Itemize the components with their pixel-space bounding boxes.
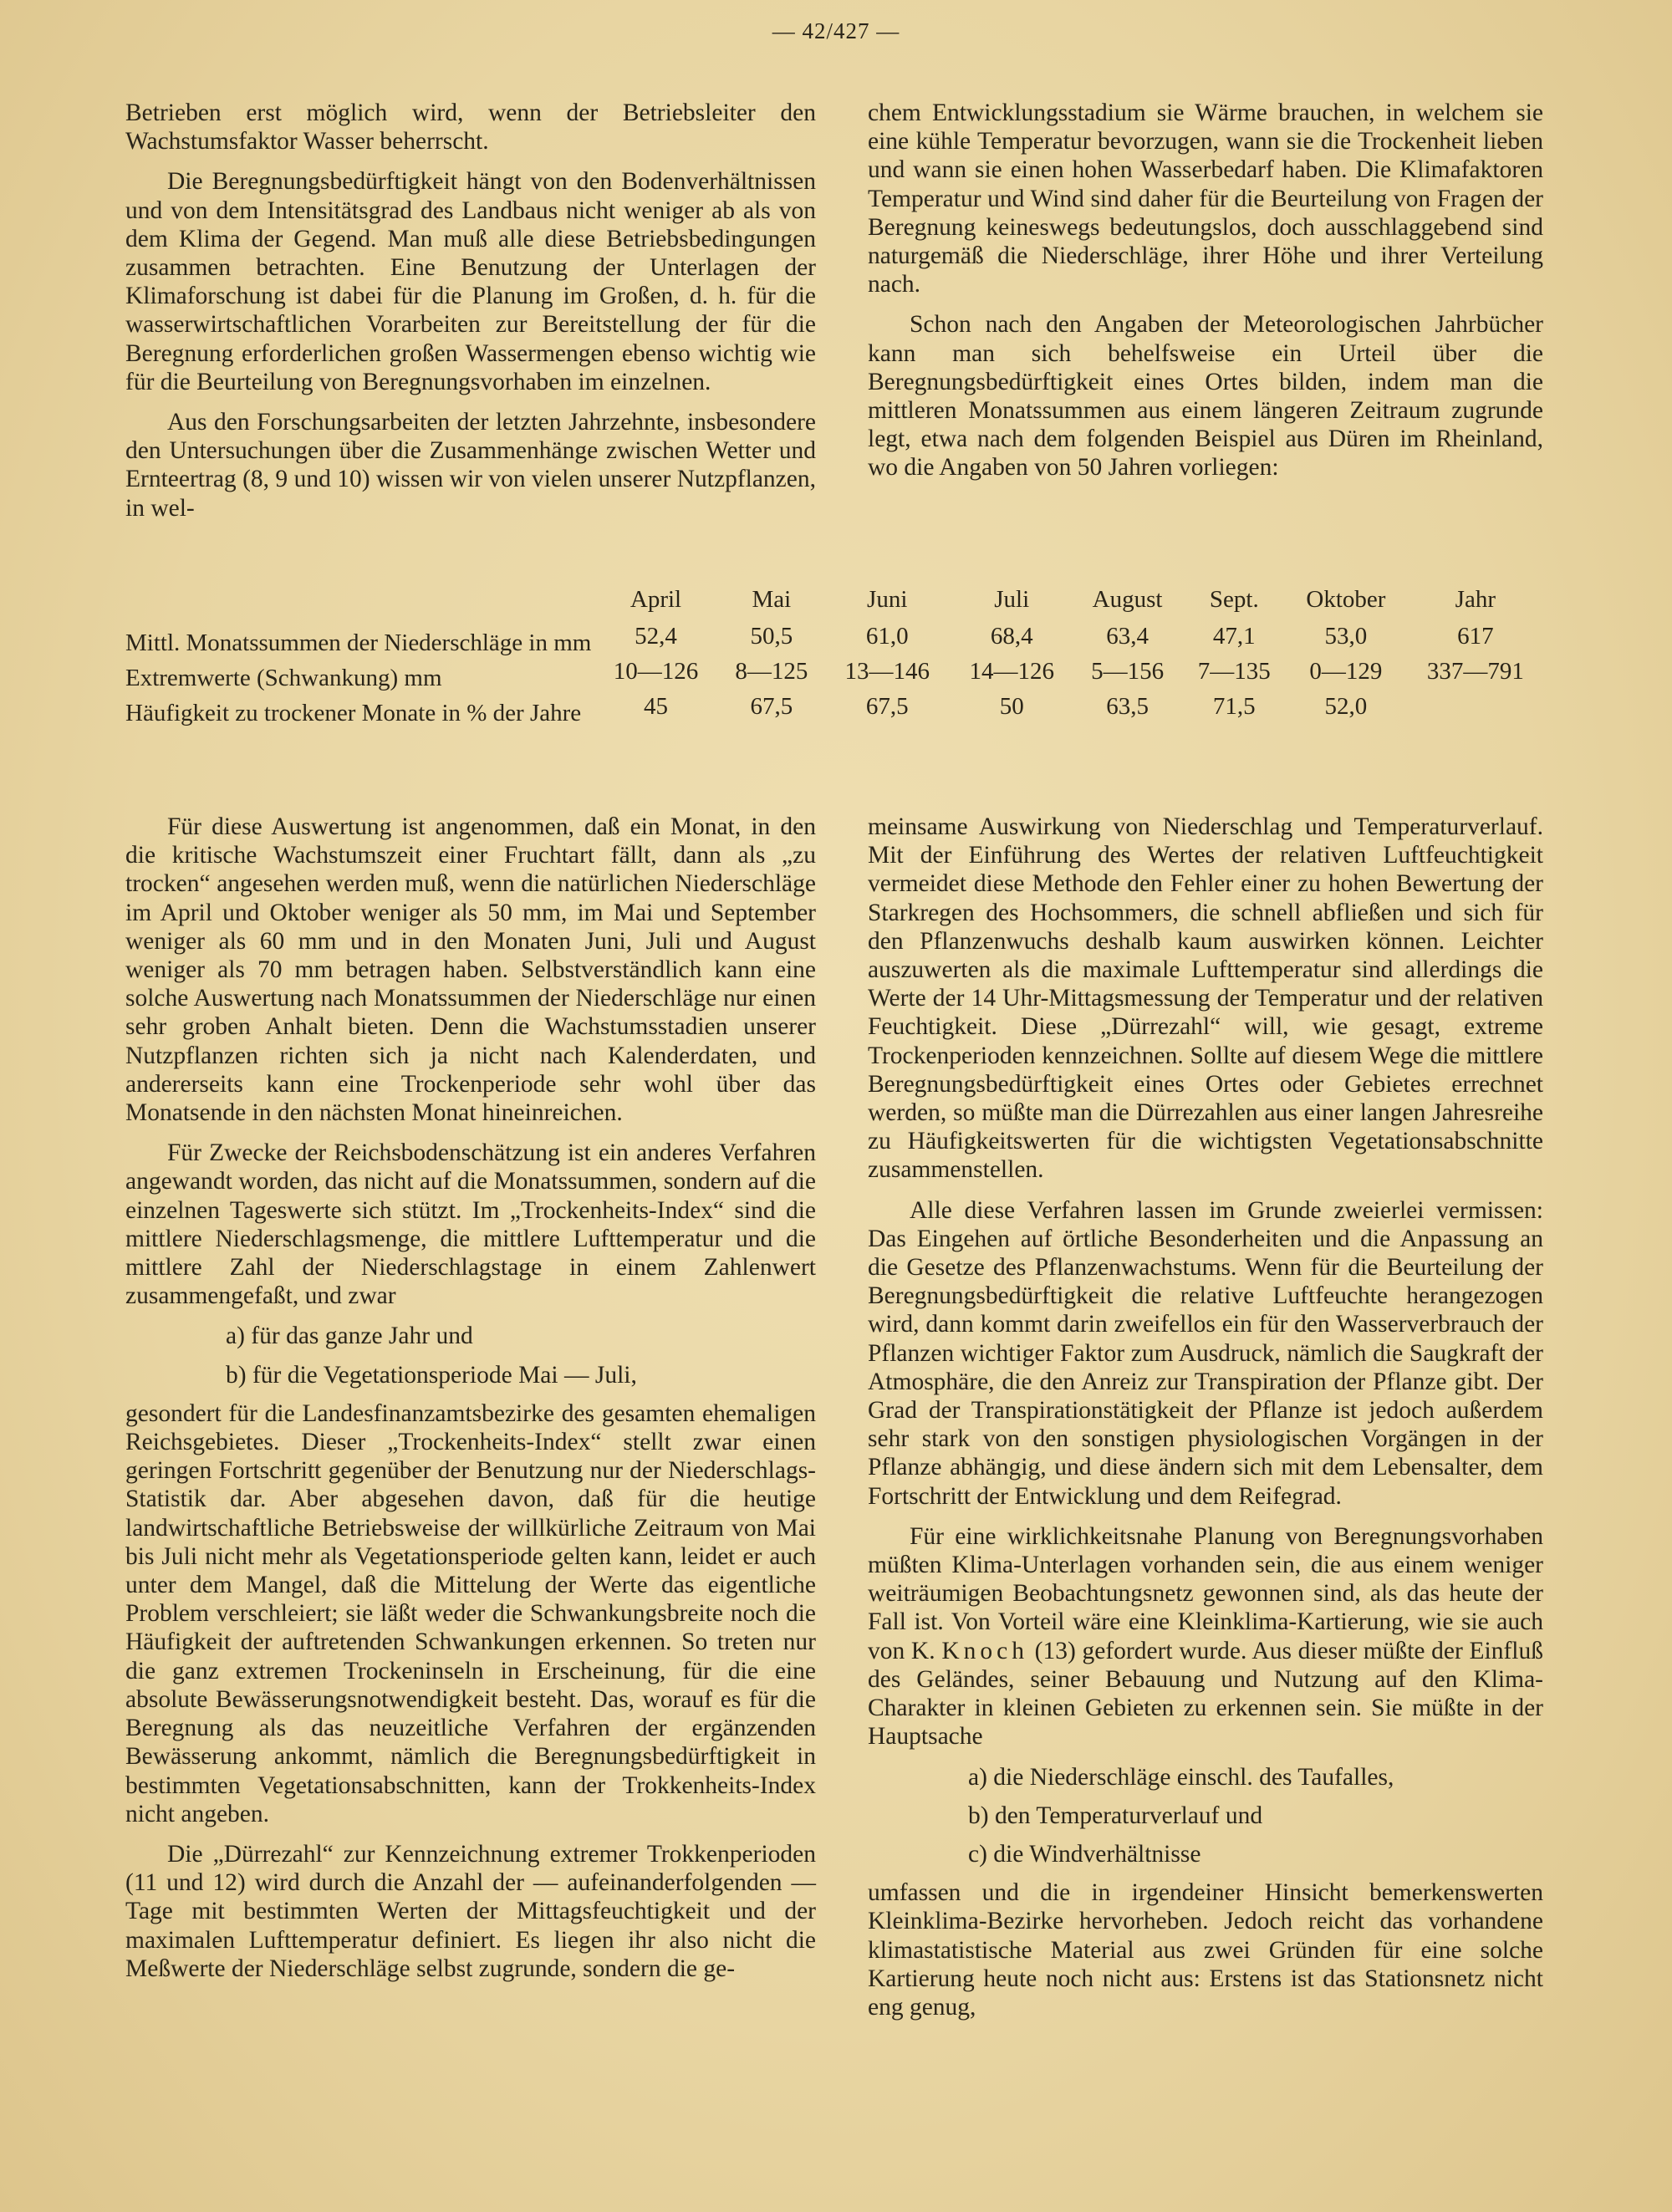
table-cell: 8—125 [735, 658, 808, 685]
table-cell: 67,5 [750, 693, 793, 720]
paragraph: Aus den Forschungsarbeiten der letzten Jahrzehnte, insbesondere den Untersuchungen über die Zusammenhänge zwischen Wetter und Ernteertrag (8, 9 und 10) wissen wir von vielen unserer Nutzpflanzen, in wel- [125, 409, 816, 522]
paragraph: Alle diese Verfahren lassen im Grunde zweierlei vermissen: Das Eingehen auf örtliche Besonderheiten und die Anpassung an die Gesetze des Pflanzenwachstums. Wenn für die Beurteilung der Beregnungsbedürftigkeit die relative Luftfeuchte herangezogen wird, dann kommt darin zweifellos ein für den Wasserverbrauch der Pflanzen wichtiger Faktor zum Ausdruck, nämlich die Saugkraft der Atmosphäre, die den Anreiz zur Transpiration der Pflanze gibt. Der Grad der Transpirationstätigkeit der Pflanze ist jedoch außerdem sehr stark von den sonstigen physiologischen Vorgängen in der Pflanze abhängig, und diese ändern sich mit dem Lebensalter, dem Fortschritt der Entwicklung und dem Reifegrad. [868, 1196, 1543, 1510]
row-label: Extremwerte (Schwankung) mm [125, 665, 442, 691]
list-item: a) die Niederschläge einschl. des Taufalles, [968, 1763, 1394, 1791]
left-column-top [125, 99, 816, 534]
column-header: Oktober [1306, 586, 1386, 613]
table-cell: 0—129 [1309, 658, 1383, 685]
table-cell: 52,0 [1324, 693, 1368, 720]
table-row [125, 622, 1547, 657]
table-cell: 63,5 [1106, 693, 1149, 720]
table-cell: 67,5 [865, 693, 909, 720]
list-item: b) den Temperaturverlauf und [968, 1802, 1263, 1829]
row-label: Mittl. Monatssummen der Niederschläge in mm [125, 629, 592, 656]
table-cell: 52,4 [635, 623, 677, 650]
text-run: (13) gefordert wurde. Aus dieser müßte der Einfluß des Geländes, seiner Bebauung und Nutzung auf den Klima-Charakter in kleinen Gebieten zu erkennen sein. Sie müßte in der Hauptsache [868, 1637, 1544, 1751]
column-header: Juli [994, 586, 1030, 613]
paragraph: chem Entwicklungsstadium sie Wärme brauchen, in welchem sie eine kühle Temperatur bevorzugen, wann sie die Trockenheit lieben und wann sie einen hohen Wasserbedarf haben. Die Klimafaktoren Temperatur und Wind sind daher für die Beurteilung von Fragen der Beregnung keineswegs bedeutungslos, doch ausschlaggebend sind naturgemäß die Niederschläge, ihrer Höhe und ihrer Verteilung nach. [868, 99, 1543, 298]
list-item: a) für das ganze Jahr und [226, 1323, 473, 1350]
list-item: b) für die Vegetationsperiode Mai — Juli, [226, 1361, 637, 1389]
table-cell: 617 [1457, 623, 1494, 650]
precipitation-table [125, 585, 1547, 727]
paragraph: gesondert für die Landesfinanzamtsbezirke des gesamten ehemaligen Reichsgebietes. Dieser „Trockenheits-Index“ stellt zwar einen geringen Fortschritt gegenüber der Benutzung nur der Niederschlags-Statistik dar. Aber abgesehen davon, daß für die heutige landwirtschaftliche Betriebsweise der willkürliche Zeitraum von Mai bis Juli nicht mehr als Vegetationsperiode gelten kann, leidet er auch unter dem Mangel, daß die Mittelung der Werte das eigentliche Problem verschleiert; sie läßt weder die Schwankungsbreite noch die Häufigkeit der auftretenden Schwankungen erkennen. So treten nur die ganz extremen Trockeninseln in Erscheinung, für die eine absolute Bewässerungsnotwendigkeit besteht. Das, worauf es für die Beregnung als das neuzeitliche Verfahren der ergänzenden Bewässerung ankommt, nämlich die Beregnungsbedürftigkeit in bestimmten Vegetationsabschnitten, kann der Trokkenheits-Index nicht angeben. [125, 1399, 816, 1827]
right-column-top [868, 99, 1543, 494]
table-cell: 5—156 [1091, 658, 1165, 685]
table-cell: 7—135 [1197, 658, 1271, 685]
table-row [125, 692, 1547, 727]
table-cell: 337—791 [1426, 658, 1524, 685]
page-number: — 42/427 — [772, 18, 900, 43]
paragraph: Schon nach den Angaben der Meteorologischen Jahrbücher kann man sich behelfsweise ein Urteil über die Beregnungsbedürftigkeit eines Ortes bilden, indem man die mittleren Monatssummen aus einem längeren Zeitraum zugrunde legt, etwa nach dem folgenden Beispiel aus Düren im Rheinland, wo die Angaben von 50 Jahren vorliegen: [868, 311, 1543, 482]
table-cell: 71,5 [1212, 693, 1256, 720]
paragraph: Die „Dürrezahl“ zur Kennzeichnung extremer Trokkenperioden (11 und 12) wird durch die Anzahl der — aufeinanderfolgenden — Tage mit bestimmten Werten der Mittagsfeuchtigkeit und der maximalen Lufttemperatur definiert. Es liegen ihr also nicht die Meßwerte der Niederschläge selbst zugrunde, sondern die ge- [125, 1840, 816, 1982]
table-cell: 14—126 [969, 658, 1054, 685]
table-cell: 53,0 [1324, 623, 1368, 650]
column-header: April [630, 586, 682, 613]
table-cell: 13—146 [844, 658, 930, 685]
column-header: August [1092, 586, 1163, 613]
paragraph: meinsame Auswirkung von Niederschlag und Temperaturverlauf. Mit der Einführung des Wertes der relativen Luftfeuchtigkeit vermeidet diese Methode den Fehler einer zu hohen Bewertung der Starkregen des Hochsommers, die schnell abfließen und sich für den Pflanzenwuchs deshalb kaum auswirken können. Leichter auszuwerten als die maximale Lufttemperatur sind allerdings die Werte der 14 Uhr-Mittagsmessung der Temperatur und der relativen Feuchtigkeit. Diese „Dürrezahl“ will, wie gesagt, extreme Trockenperioden kennzeichnen. Sollte auf diesem Wege die mittlere Beregnungsbedürftigkeit eines Ortes oder Gebietes errechnet werden, so müßte man die Dürrezahlen aus einer langen Jahresreihe zu Häufigkeitswerten für die wichtigsten Vegetationsabschnitte zusammenstellen. [868, 813, 1543, 1184]
table-cell [1404, 692, 1547, 727]
paragraph: Für Zwecke der Reichsbodenschätzung ist ein anderes Verfahren angewandt worden, das nicht auf die Monatssummen, sondern auf die einzelnen Tageswerte sich stützt. Im „Trockenheits-Index“ sind die mittlere Niederschlagsmenge, die mittlere Lufttemperatur und die mittlere Zahl der Niederschlagstage in einem Zahlenwert zusammengefaßt, und zwar [125, 1139, 816, 1310]
right-column-bottom [868, 813, 1543, 2033]
text-run: Für eine wirklichkeitsnahe Planung von Beregnungsvorhaben müßten Klima-Unterlagen vorhanden sein, die aus einem weniger weiträumigen Beobachtungsnetz gewonnen sind, als das heute der Fall ist. Von Vorteil wäre eine Kleinklima-Kartierung, wie sie auch von K. [868, 1522, 1543, 1664]
table-header-row [125, 585, 1547, 622]
column-header: Juni [867, 586, 908, 613]
column-header: Sept. [1209, 586, 1259, 613]
paragraph [868, 1522, 1543, 1751]
column-header: Mai [752, 586, 792, 613]
row-label: Häufigkeit zu trockener Monate in % der Jahre [125, 700, 582, 726]
paragraph: Die Beregnungsbedürftigkeit hängt von den Bodenverhältnissen und von dem Intensitätsgrad des Landbaus nicht weniger ab als von dem Klima der Gegend. Man muß alle diese Betriebsbedingungen zusammen betrachten. Eine Benutzung der Unterlagen der Klimaforschung ist dabei für die Planung im Großen, d. h. für die wasserwirtschaftlichen Vorarbeiten zur Bereitstellung der für die Beregnung erforderlichen großen Wassermengen ebenso wichtig wie für die Beurteilung von Beregnungsvorhaben im einzelnen. [125, 168, 816, 395]
paragraph: Für diese Auswertung ist angenommen, daß ein Monat, in den die kritische Wachstumszeit einer Fruchtart fällt, dann als „zu trocken“ angesehen werden muß, wenn die natürlichen Niederschläge im April und Oktober weniger als 50 mm, im Mai und September weniger als 60 mm und in den Monaten Juni, Juli und August weniger als 70 mm betragen haben. Selbstverständlich kann eine solche Auswertung nach Monatssummen der Niederschläge nur einen sehr groben Anhalt bieten. Denn die Wachstumsstadien unserer Nutzpflanzen richten sich ja nicht nach Kalenderdaten, und andererseits kann eine Trockenperiode sehr wohl über das Monatsende in den nächsten Monat hineinreichen. [125, 813, 816, 1127]
table-cell: 63,4 [1106, 623, 1149, 650]
list-item: c) die Windverhältnisse [968, 1840, 1201, 1868]
paragraph: Betrieben erst möglich wird, wenn der Betriebsleiter den Wachstumsfaktor Wasser beherrscht. [125, 99, 816, 155]
table-cell: 50 [999, 693, 1024, 720]
table-cell: 68,4 [990, 623, 1033, 650]
table-corner [125, 585, 594, 622]
table-cell: 45 [644, 693, 668, 720]
table-cell: 50,5 [750, 623, 793, 650]
table-cell: 61,0 [865, 623, 909, 650]
table-cell: 47,1 [1212, 623, 1256, 650]
table-cell: 10—126 [613, 658, 699, 685]
paragraph: umfassen und die in irgendeiner Hinsicht bemerkenswerten Kleinklima-Bezirke hervorheben. Jedoch reicht das vorhandene klimastatistische Material aus zwei Gründen für eine solche Kartierung heute noch nicht aus: Erstens ist das Stationsnetz nicht eng genug, [868, 1879, 1543, 2021]
column-header: Jahr [1455, 586, 1496, 613]
left-column-bottom [125, 813, 816, 1995]
author-name: Knoch [941, 1637, 1028, 1664]
table-row [125, 657, 1547, 692]
